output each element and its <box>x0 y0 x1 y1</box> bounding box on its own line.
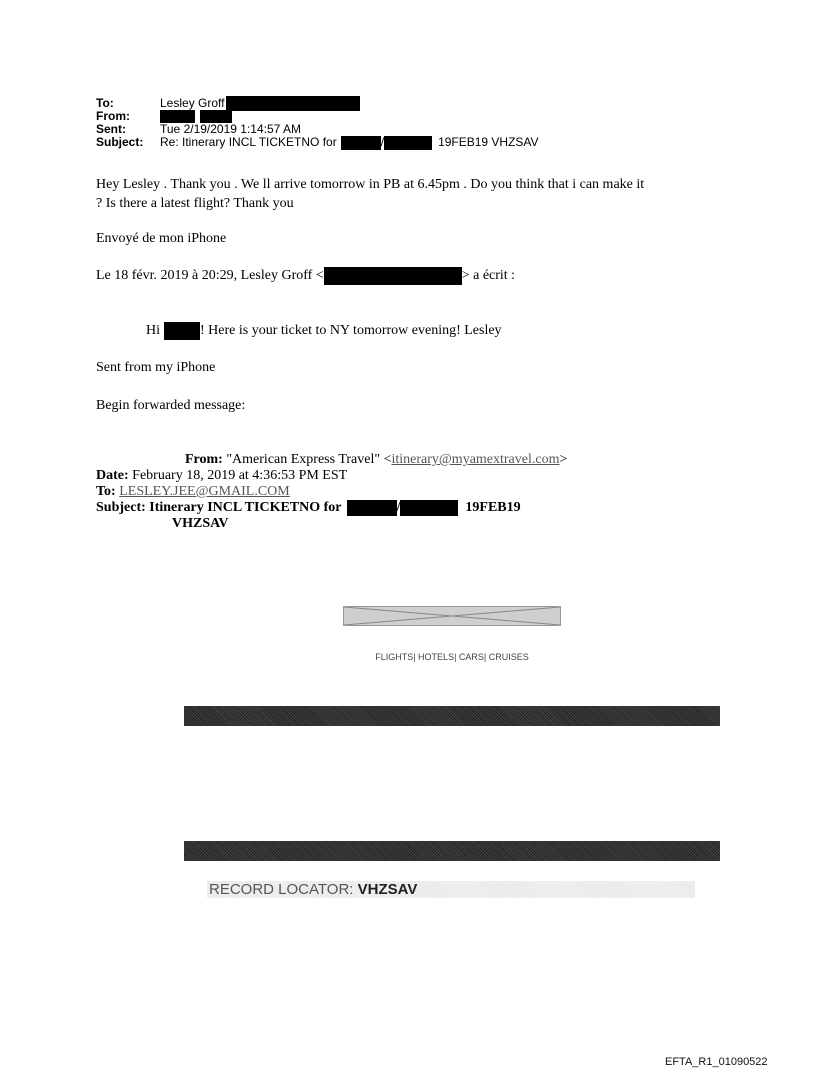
reply-hi: Hi <box>146 323 160 338</box>
redaction <box>400 500 458 516</box>
broken-image-placeholder <box>343 606 561 626</box>
fwd-subject-code: 19FEB19 <box>465 500 521 515</box>
record-locator <box>209 881 417 898</box>
dark-banner-bottom <box>184 841 720 861</box>
forwarded-header <box>96 452 567 532</box>
fwd-from-close: > <box>559 452 568 467</box>
nav-links[interactable]: FLIGHTS| HOTELS| CARS| CRUISES <box>375 652 529 662</box>
message-line-2: ? Is there a latest flight? Thank you <box>96 196 294 211</box>
reply-text: ! Here is your ticket to NY tomorrow evening! Lesley <box>200 323 502 338</box>
reply-sent-from: Sent from my iPhone <box>96 360 216 375</box>
document-id: EFTA_R1_01090522 <box>665 1056 768 1068</box>
message-body <box>96 175 644 213</box>
dark-banner-top <box>184 706 720 726</box>
fwd-subject-label: Subject: Itinerary INCL TICKETNO for <box>96 500 342 515</box>
sent-value: Tue 2/19/2019 1:14:57 AM <box>160 122 301 136</box>
subject-prefix: Re: Itinerary INCL TICKETNO for <box>160 135 337 149</box>
fwd-date-value: February 18, 2019 at 4:36:53 PM EST <box>132 468 348 483</box>
record-locator-value: VHZSAV <box>357 881 418 898</box>
fwd-to-label: To: <box>96 484 116 499</box>
redaction <box>341 136 381 150</box>
reply-line <box>146 321 502 340</box>
redaction <box>384 136 432 150</box>
fwd-subject-row: Subject: Itinerary INCL TICKETNO for / 19FEB19 <box>96 500 521 515</box>
fwd-to-row <box>96 484 567 500</box>
quote-prefix: Le 18 févr. 2019 à 20:29, Lesley Groff < <box>96 268 324 283</box>
redaction <box>226 96 360 111</box>
fwd-from-label: From: <box>185 452 223 467</box>
fwd-from-row <box>96 452 567 468</box>
subject-label: Subject: <box>96 135 144 149</box>
fwd-subject-line2: VHZSAV <box>172 516 229 531</box>
header-subject-row: Subject: Re: Itinerary INCL TICKETNO for / 19FEB19 VHZSAV <box>96 135 539 149</box>
from-label: From: <box>96 109 130 123</box>
fwd-from-email-link[interactable]: itinerary@myamextravel.com <box>391 452 560 467</box>
fwd-date-label: Date: <box>96 468 129 483</box>
begin-forwarded: Begin forwarded message: <box>96 398 246 413</box>
redaction <box>324 267 462 285</box>
to-value: Lesley Groff <box>160 96 225 110</box>
broken-image-icon <box>344 607 560 625</box>
quote-suffix: > a écrit : <box>461 268 516 283</box>
record-locator-label: RECORD LOCATOR: <box>209 881 354 898</box>
message-line-1: Hey Lesley . Thank you . We ll arrive tomorrow in PB at 6.45pm . Do you think that i can make it <box>96 177 645 192</box>
fwd-date-row <box>96 468 567 484</box>
quote-line <box>96 266 515 285</box>
redaction <box>347 500 397 516</box>
sent-label: Sent: <box>96 122 126 136</box>
message-signature: Envoyé de mon iPhone <box>96 231 227 246</box>
fwd-from-name: "American Express Travel" < <box>226 452 392 467</box>
to-label: To: <box>96 96 114 110</box>
redaction <box>164 322 200 340</box>
subject-suffix: 19FEB19 VHZSAV <box>438 135 539 149</box>
email-header <box>96 97 539 149</box>
header-to-row <box>96 97 539 110</box>
fwd-to-email-link[interactable]: LESLEY.JEE@GMAIL.COM <box>119 484 290 499</box>
